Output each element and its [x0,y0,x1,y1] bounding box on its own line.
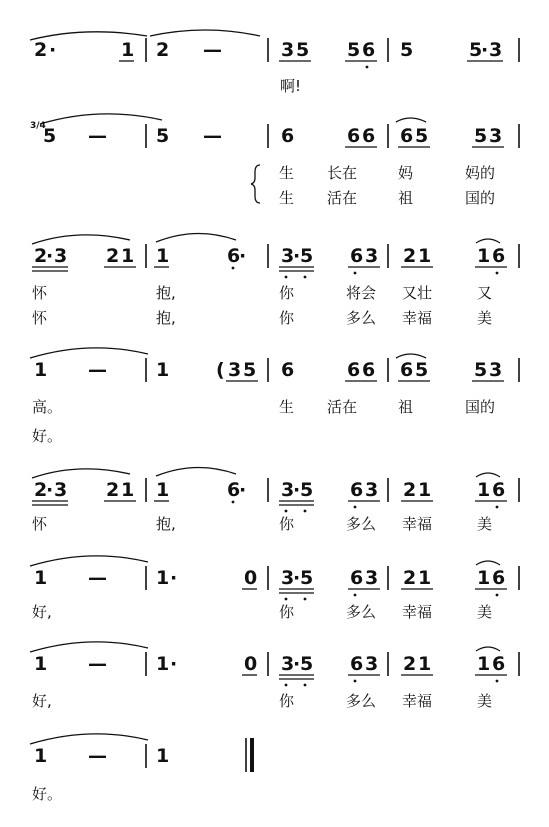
parenthesis: ( [216,359,225,381]
lyric: 美 [477,603,493,621]
low-octave-dot [232,267,235,270]
note: 3 [365,245,379,267]
note: 2 [106,245,120,267]
augmentation-dot: · [46,245,54,267]
lyric: 活在 [327,189,358,207]
note: 1 [156,653,170,675]
note: 2 [403,567,417,589]
note: 1 [418,479,432,501]
low-octave-dot [285,276,288,279]
low-octave-dot [366,66,369,69]
note: 1 [156,567,170,589]
note: 3 [281,567,295,589]
note: 3 [281,653,295,675]
dash: — [88,745,107,767]
note: 6 [492,479,506,501]
low-octave-dot [496,506,499,509]
lyric: 长在 [327,164,358,182]
rest: 0 [244,567,258,589]
dash: — [203,39,222,61]
note: 5 [300,245,314,267]
lyric: 多么 [346,692,377,710]
note: 6 [347,359,361,381]
note: 6 [362,125,376,147]
note: 1 [418,567,432,589]
note: 5 [243,359,257,381]
tie-arc [396,354,426,358]
score-row-6 [30,556,519,621]
low-octave-dot [496,594,499,597]
lyric: 美 [477,309,493,327]
note: 1 [121,479,135,501]
note: 1 [34,745,48,767]
lyric: 又壮 [402,284,433,302]
tie-arc [30,348,148,358]
lyric: 怀 [32,309,48,327]
lyric: 你 [279,515,295,533]
dash: — [88,653,107,675]
note: 5 [400,39,414,61]
low-octave-dot [285,684,288,687]
note: 1 [156,745,170,767]
augmentation-dot: · [293,245,301,267]
lyric: 妈的 [465,164,496,182]
note: 1 [477,479,491,501]
note: 6 [350,479,364,501]
note: 2 [34,479,48,501]
tie-arc [156,233,236,242]
note: 6 [492,653,506,675]
lyric: 祖 [398,189,414,207]
lyric: 怀 [32,515,48,533]
note: 3 [281,479,295,501]
lyric: 幸福 [402,692,433,710]
note: 1 [418,245,432,267]
lyric: 好, [32,692,52,710]
lyric: 将会 [346,284,377,302]
note: 3 [365,479,379,501]
note: 3 [54,479,68,501]
slur-arc [32,235,130,244]
note: 6 [362,39,376,61]
note: 3 [228,359,242,381]
tie-arc [30,734,148,744]
dash: — [203,125,222,147]
lyric: 多么 [346,603,377,621]
lyric: 生 [279,164,295,182]
note: 5 [156,125,170,147]
lyric: 美 [477,692,493,710]
meter-mark: 3/4 [30,121,46,131]
tie-arc [156,467,236,476]
lyric: 怀 [32,284,48,302]
lyric: 抱, [156,284,176,302]
note: 3 [281,39,295,61]
note: 3 [281,245,295,267]
lyric: 抱, [156,515,176,533]
note: 6 [347,125,361,147]
note: 5 [300,653,314,675]
lyric: 幸福 [402,603,433,621]
low-octave-dot [496,680,499,683]
low-octave-dot [496,272,499,275]
note: 6 [350,653,364,675]
low-octave-dot [285,510,288,513]
lyric: 生 [279,189,295,207]
augmentation-dot: · [293,479,301,501]
lyric: 抱, [156,309,176,327]
dash: — [88,359,107,381]
note: 3 [54,245,68,267]
low-octave-dot [285,598,288,601]
low-octave-dot [304,598,307,601]
note: 5 [474,125,488,147]
lyric: 你 [279,309,295,327]
score-row-2 [30,114,519,207]
augmentation-dot: · [239,245,247,267]
lyric: 祖 [398,398,414,416]
score-row-3 [32,233,519,327]
lyric: 好, [32,603,52,621]
note: 1 [156,245,170,267]
lyric: 国的 [465,398,496,416]
note: 5 [43,125,57,147]
note: 5 [300,567,314,589]
lyric: 多么 [346,309,377,327]
lyric: 妈 [398,164,414,182]
lyric: 啊! [280,77,302,95]
note: 1 [121,39,135,61]
note: 6 [362,359,376,381]
tie-arc [30,556,148,566]
low-octave-dot [304,276,307,279]
lyric: 你 [279,603,295,621]
slur-arc [476,647,500,651]
low-octave-dot [354,594,357,597]
note: 5 [296,39,310,61]
note: 1 [121,245,135,267]
lyric: 生 [279,398,295,416]
low-octave-dot [354,506,357,509]
low-octave-dot [354,680,357,683]
lyric: 好。 [32,785,63,803]
score-row-1 [30,30,519,95]
note: 3 [489,359,503,381]
augmentation-dot: · [49,39,57,61]
note: 6 [227,245,241,267]
score-row-8 [30,734,252,803]
low-octave-dot [304,510,307,513]
note: 5 [300,479,314,501]
note: 1 [156,479,170,501]
note: 5 [474,359,488,381]
note: 6 [400,125,414,147]
lyric: 幸福 [402,515,433,533]
low-octave-dot [354,272,357,275]
note: 2 [34,39,48,61]
note: 1 [34,359,48,381]
note: 1 [34,567,48,589]
note: 6 [227,479,241,501]
note: 6 [492,567,506,589]
lyric: 活在 [327,398,358,416]
slur-arc [476,561,500,565]
augmentation-dot: · [46,479,54,501]
slur-arc [32,469,130,478]
note: 2 [156,39,170,61]
tie-arc [396,118,426,122]
augmentation-dot: · [293,653,301,675]
note: 2 [403,479,417,501]
note: 3 [489,125,503,147]
low-octave-dot [232,501,235,504]
dash: — [88,125,107,147]
slur-arc [476,473,500,477]
lyric: 又 [477,284,493,302]
score-row-5 [32,467,519,533]
note: 6 [281,125,295,147]
note: 2 [34,245,48,267]
tie-arc [40,114,162,124]
augmentation-dot: · [293,567,301,589]
note: 2 [403,653,417,675]
note: 1 [477,245,491,267]
note: 3 [365,567,379,589]
lyric: 美 [477,515,493,533]
note: 6 [400,359,414,381]
note: 1 [477,653,491,675]
dash: — [88,567,107,589]
rest: 0 [244,653,258,675]
note: 5 [469,39,483,61]
note: 2 [403,245,417,267]
augmentation-dot: · [481,39,489,61]
tie-arc [150,30,260,36]
note: 5 [415,125,429,147]
tie-arc [30,642,148,652]
note: 6 [350,567,364,589]
note: 6 [492,245,506,267]
lyric: 你 [279,692,295,710]
score-row-4 [30,348,519,445]
note: 2 [106,479,120,501]
lyric: 多么 [346,515,377,533]
lyric: 高。 [32,398,63,416]
note: 5 [415,359,429,381]
verse-brace [251,165,260,203]
lyric: 幸福 [402,309,433,327]
augmentation-dot: · [170,567,178,589]
note: 6 [281,359,295,381]
low-octave-dot [304,684,307,687]
lyric: 国的 [465,189,496,207]
note: 1 [477,567,491,589]
lyric: 你 [279,284,295,302]
note: 3 [489,39,503,61]
augmentation-dot: · [170,653,178,675]
score-row-7 [30,642,519,710]
lyric: 好。 [32,427,63,445]
note: 1 [418,653,432,675]
note: 3 [365,653,379,675]
slur-arc [476,239,500,243]
note: 6 [350,245,364,267]
note: 1 [34,653,48,675]
note: 1 [156,359,170,381]
note: 5 [347,39,361,61]
augmentation-dot: · [239,479,247,501]
